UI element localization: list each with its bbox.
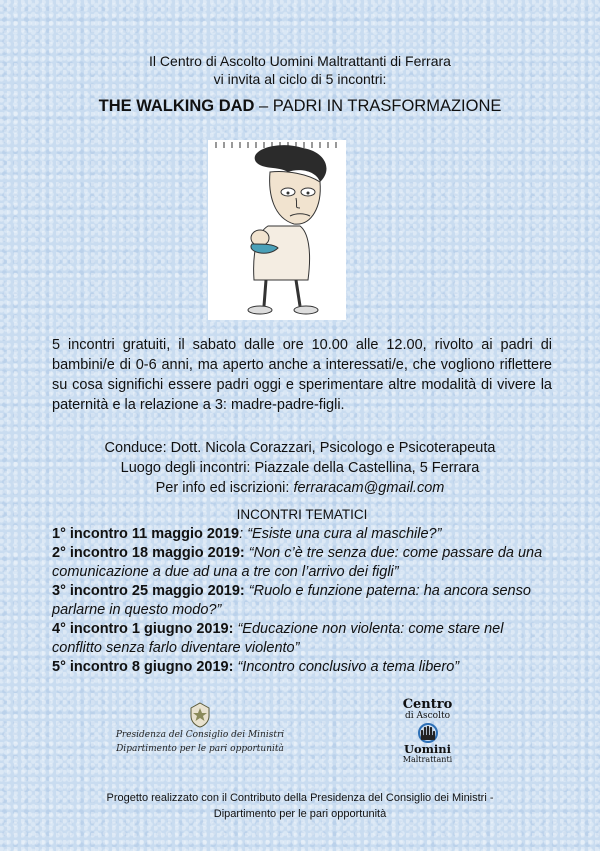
cam-word-centro: Centro (402, 697, 453, 712)
intro-text (0, 52, 600, 88)
topic-text: “Esiste una cura al maschile?” (247, 526, 442, 542)
iscrizioni-label: Per info ed iscrizioni: (155, 480, 294, 496)
topic-text: “Incontro conclusivo a tema libero” (237, 659, 460, 675)
walking-dad-illustration (208, 140, 346, 320)
emblem-icon (189, 702, 211, 728)
iscrizioni-line (0, 478, 600, 498)
footer-note (0, 790, 600, 822)
cam-word-ascolto: di Ascolto (405, 711, 450, 721)
topic-item (52, 544, 552, 582)
intro-line-1: Il Centro di Ascolto Uomini Maltrattanti di Ferrara (149, 53, 451, 69)
footer-line-2: Dipartimento per le pari opportunità (213, 808, 387, 820)
footer-line-1: Progetto realizzato con il Contributo della Presidenza del Consiglio dei Ministri - (106, 792, 494, 804)
topic-item (52, 620, 552, 658)
topic-text: “Ruolo e funzione paterna: ha ancora senso parlarne in questo modo?” (52, 583, 531, 618)
topic-date: 4° incontro 1 giugno 2019: (52, 621, 234, 637)
conduce-line: Conduce: Dott. Nicola Corazzari, Psicologo e Psicoterapeuta (104, 440, 496, 456)
topic-item (52, 658, 552, 677)
cam-word-uomini: Uomini (404, 742, 451, 756)
topic-text: “Non c’è tre senza due: come passare da una comunicazione a due ad una a tre con l’arrivo dei figli” (52, 545, 543, 580)
title-rest: – PADRI IN TRASFORMAZIONE (254, 97, 502, 115)
topic-sep: : (239, 526, 248, 542)
page-title (0, 97, 600, 116)
topic-item (52, 582, 552, 620)
topic-item (52, 525, 552, 544)
presidenza-line-2: Dipartimento per le pari opportunità (116, 744, 284, 754)
email-link[interactable]: ferraracam@gmail.com (293, 480, 445, 496)
luogo-line: Luogo degli incontri: Piazzale della Castellina, 5 Ferrara (120, 460, 480, 476)
presidenza-logo (85, 702, 315, 762)
topics-heading: INCONTRI TEMATICI (236, 507, 368, 522)
topic-date: 1° incontro 11 maggio 2019 (52, 526, 240, 542)
event-info (0, 438, 600, 498)
presidenza-line-1: Presidenza del Consiglio dei Ministri (115, 730, 285, 740)
title-bold: THE WALKING DAD (98, 97, 255, 115)
topic-date: 5° incontro 8 giugno 2019: (52, 659, 234, 675)
event-description: 5 incontri gratuiti, il sabato dalle ore 10.00 alle 12.00, rivolto ai padri di bambini/e di 0-6 anni, ma aperto anche a interessati/e, che vogliono riflettere su cosa significhi essere padri oggi e sperimentare altre modalità di vivere la paternità e la relazione a 3: madre-padre-figli. (52, 337, 552, 413)
hand-icon (414, 723, 442, 743)
intro-line-2: vi invita al ciclo di 5 incontri: (213, 71, 387, 87)
cam-word-maltrattanti: Maltrattanti (402, 755, 453, 764)
cam-logo (385, 698, 470, 778)
topic-date: 3° incontro 25 maggio 2019: (52, 583, 245, 599)
topics-section (52, 505, 552, 677)
topic-text: “Educazione non violenta: come stare nel conflitto senza farlo diventare violento” (52, 621, 504, 656)
topic-date: 2° incontro 18 maggio 2019: (52, 545, 245, 561)
